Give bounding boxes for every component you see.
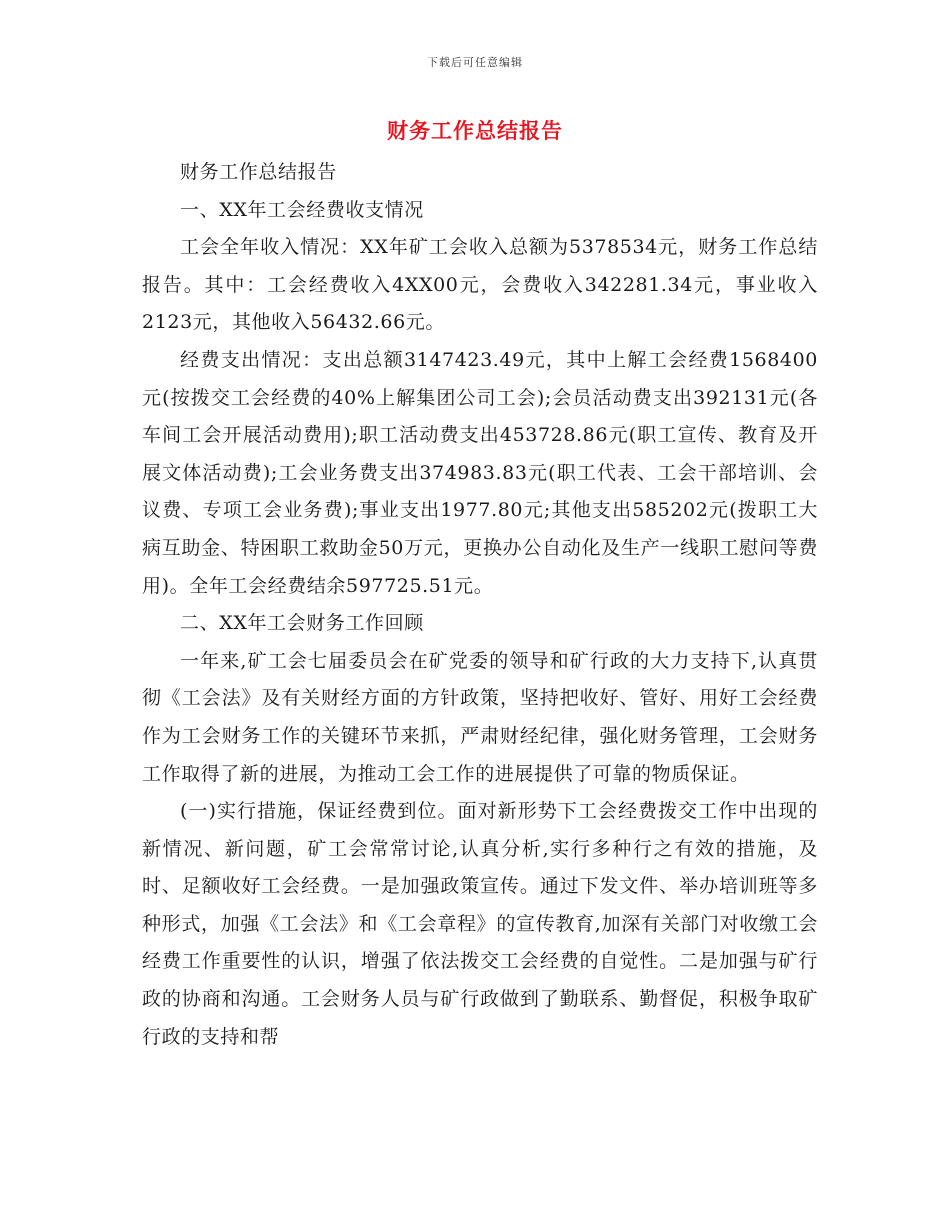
paragraph-measures: (一)实行措施，保证经费到位。面对新形势下工会经费拨交工作中出现的新情况、新问题，矿工会常常讨论,认真分析,实行多种行之有效的措施，及时、足额收好工会经费。一是加强政策宣传。通过下发文件、举办培训班等多种形式，加强《工会法》和《工会章程》的宣传教育,加深有关部门对收缴工会经费工作重要性的认识，增强了依法拨交工会经费的自觉性。二是加强与矿行政的协商和沟通。工会财务人员与矿行政做到了勤联系、勤督促，积极争取矿行政的支持和帮 — [142, 800, 818, 1048]
paragraph-income: 工会全年收入情况：XX年矿工会收入总额为5378534元，财务工作总结报告。其中：工会经费收入4XX00元，会费收入342281.34元，事业收入2123元，其他收入56432.66元。 — [142, 236, 818, 334]
document-body — [142, 154, 818, 1056]
paragraph-expenditure: 经费支出情况：支出总额3147423.49元，其中上解工会经费1568400元(按拨交工会经费的40%上解集团公司工会);会员活动费支出392131元(各车间工会开展活动费用);职工活动费支出453728.86元(职工宣传、教育及开展文体活动费);工会业务费支出374983.83元(职工代表、工会干部培训、会议费、专项工会业务费);事业支出1977.80元;其他支出585202元(拨职工大病互助金、特困职工救助金50万元，更换办公自动化及生产一线职工慰问等费用)。全年工会经费结余597725.51元。 — [142, 348, 818, 597]
paragraph-section-2-heading: 二、XX年工会财务工作回顾 — [180, 612, 424, 635]
paragraph-review: 一年来,矿工会七届委员会在矿党委的领导和矿行政的大力支持下,认真贯彻《工会法》及有关财经方面的方针政策，坚持把收好、管好、用好工会经费作为工会财务工作的关键环节来抓，严肃财经纪律，强化财务管理，工会财务工作取得了新的进展，为推动工会工作的进展提供了可靠的物质保证。 — [142, 649, 818, 785]
paragraph-section-1-heading: 一、XX年工会经费收支情况 — [180, 198, 424, 221]
header-note: 下载后可任意编辑 — [427, 56, 523, 69]
paragraph-subtitle: 财务工作总结报告 — [180, 161, 337, 183]
document-title: 财务工作总结报告 — [387, 118, 563, 143]
